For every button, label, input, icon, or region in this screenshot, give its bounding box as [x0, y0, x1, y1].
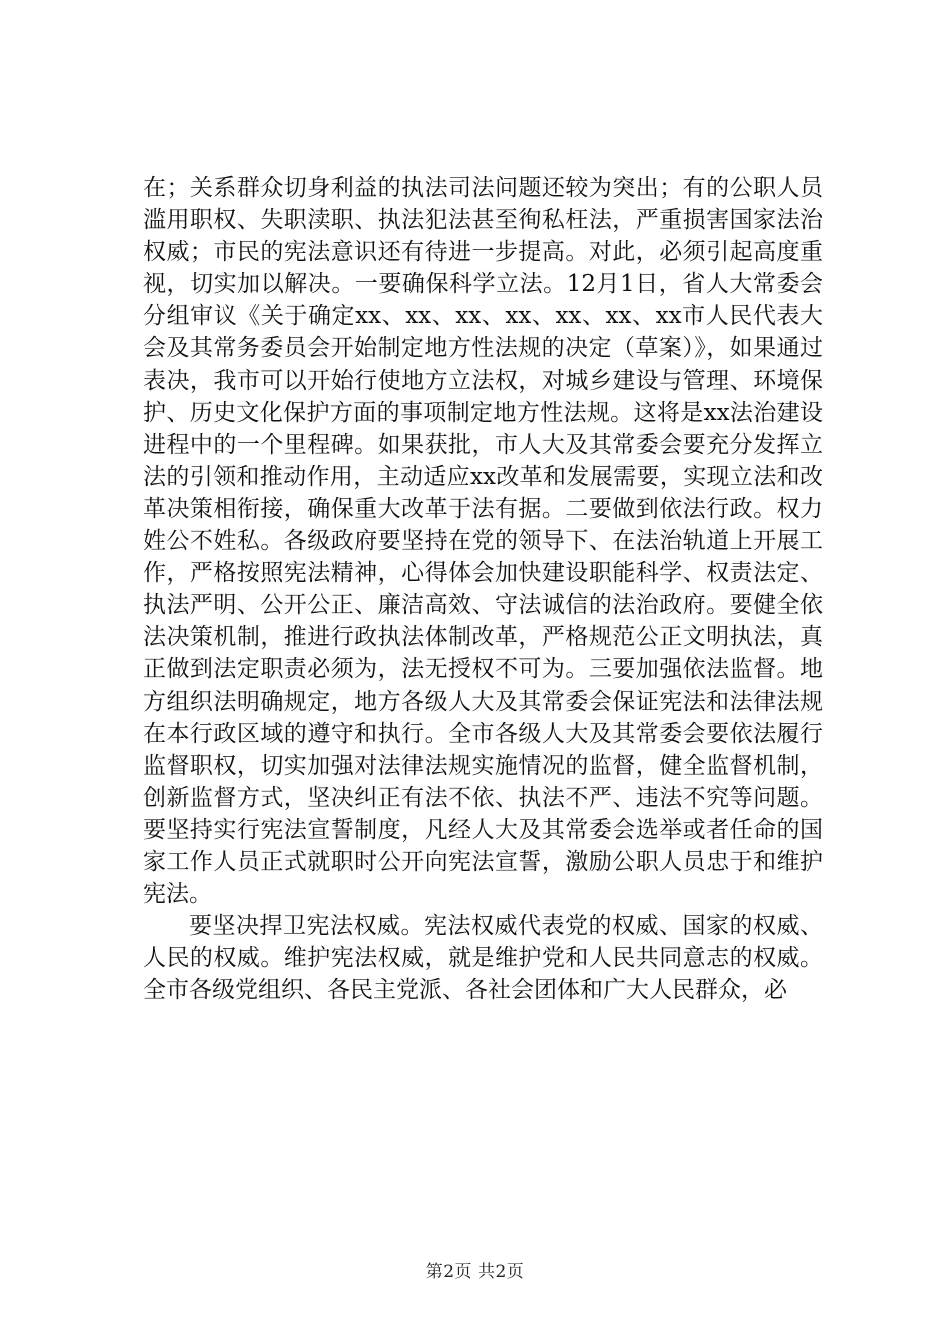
page-number-footer: 第2页 共2页	[425, 1262, 525, 1282]
paragraph-defend-constitution: 要坚决捍卫宪法权威。宪法权威代表党的权威、国家的权威、人民的权威。维护宪法权威，就是维护党和人民共同意志的权威。全市各级党组织、各民主党派、各社会团体和广大人民群众，必	[143, 913, 823, 1004]
paragraph-continued: 在；关系群众切身利益的执法司法问题还较为突出；有的公职人员滥用职权、失职渎职、执法犯法甚至徇私枉法，严重损害国家法治权威；市民的宪法意识还有待进一步提高。对此，必须引起高度重视，切实加以解决。一要确保科学立法。12月1日，省人大常委会分组审议《关于确定xx、xx、xx、xx、xx、xx、xx市人民代表大会及其常务委员会开始制定地方性法规的决定（草案）》，如果通过表决，我市可以开始行使地方立法权，对城乡建设与管理、环境保护、历史文化保护方面的事项制定地方性法规。这将是xx法治建设进程中的一个里程碑。如果获批，市人大及其常委会要充分发挥立法的引领和推动作用，主动适应xx改革和发展需要，实现立法和改革决策相衔接，确保重大改革于法有据。二要做到依法行政。权力姓公不姓私。各级政府要坚持在党的领导下、在法治轨道上开展工作，严格按照宪法精神，心得体会加快建设职能科学、权责法定、执法严明、公开公正、廉洁高效、守法诚信的法治政府。要健全依法决策机制，推进行政执法体制改革，严格规范公正文明执法，真正做到法定职责必须为，法无授权不可为。三要加强依法监督。地方组织法明确规定，地方各级人大及其常委会保证宪法和法律法规在本行政区域的遵守和执行。全市各级人大及其常委会要依法履行监督职权，切实加强对法律法规实施情况的监督，健全监督机制，创新监督方式，坚决纠正有法不依、执法不严、违法不究等问题。要坚持实行宪法宣誓制度，凡经人大及其常委会选举或者任命的国家工作人员正式就职时公开向宪法宣誓，激励公职人员忠于和维护宪法。	[143, 175, 823, 908]
document-body	[143, 172, 823, 1006]
